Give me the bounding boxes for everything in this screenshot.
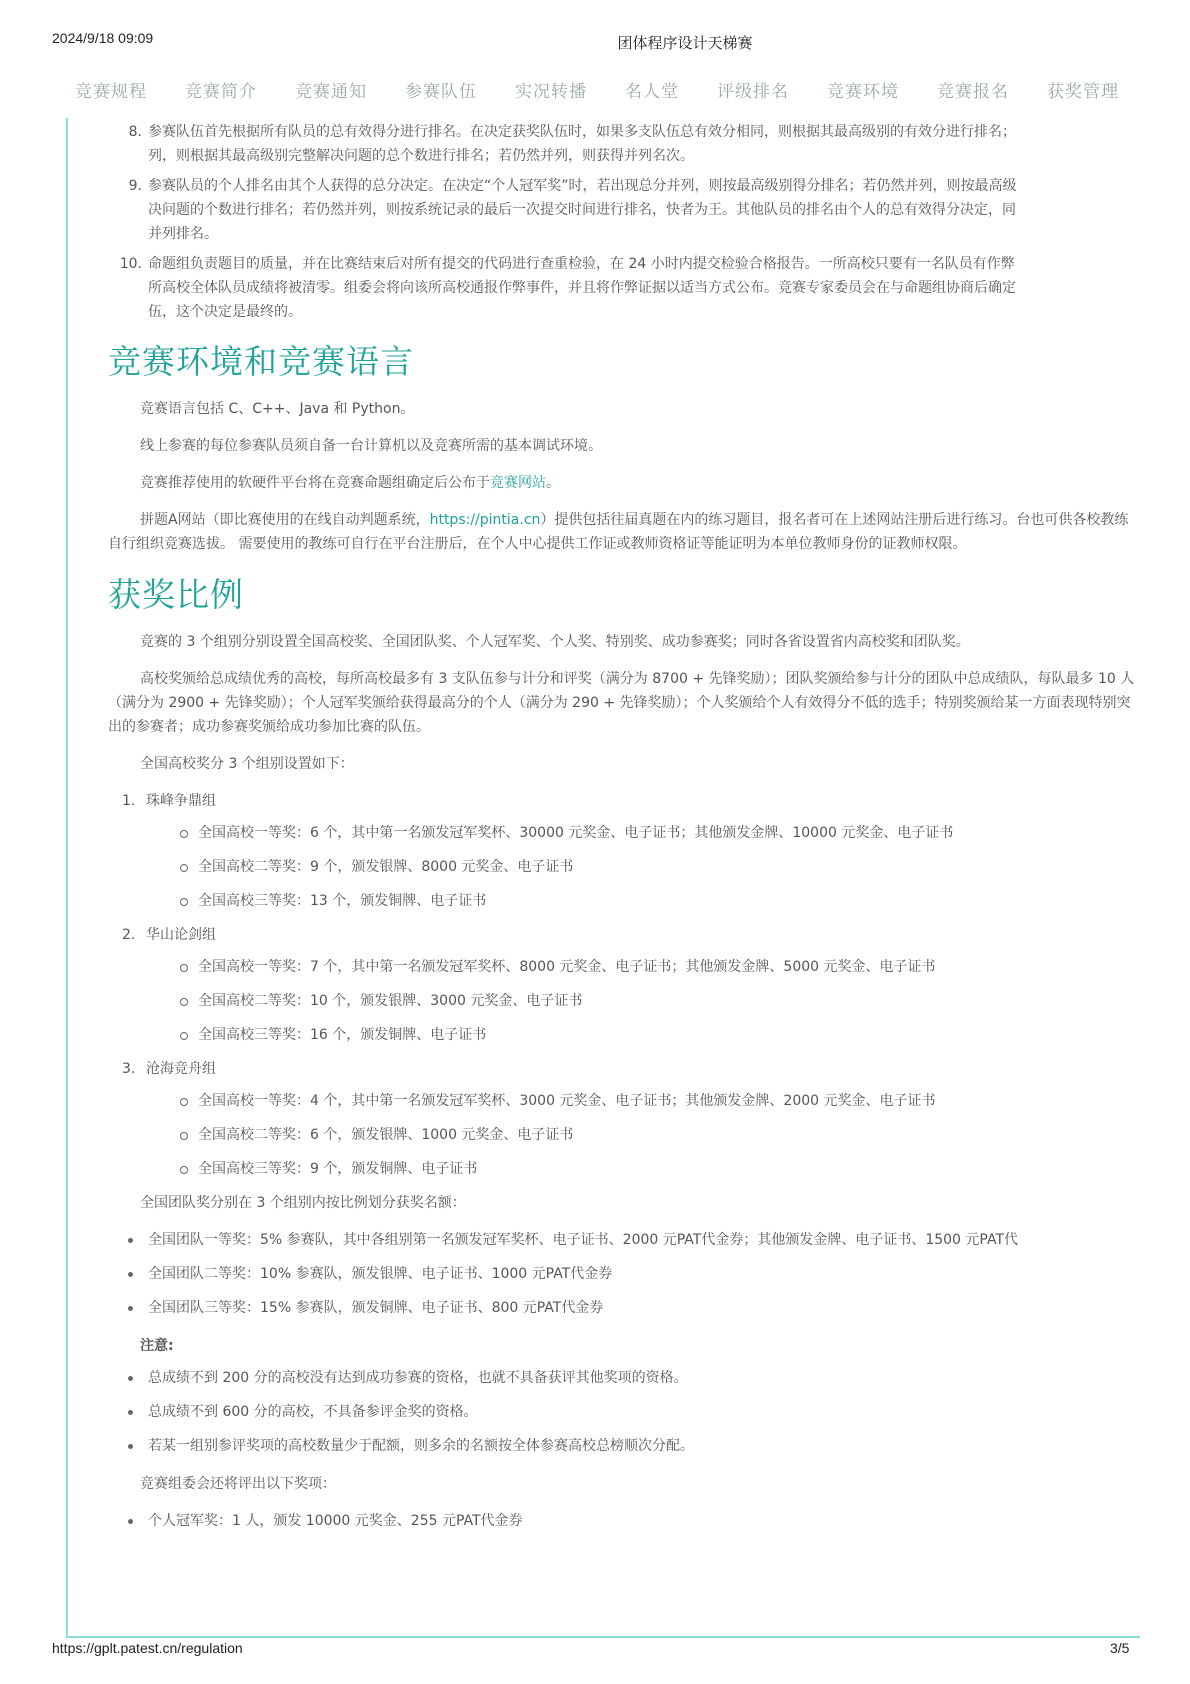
extra-award-intro: 竞赛组委会还将评出以下奖项： [140,1476,336,1492]
rule-line: 列，则根据其最高级别完整解决问题的总个数进行排名；若仍然并列，则获得并列名次。 [148,148,694,164]
award-paragraph-categories: 竞赛的 3 个组别分别设置全国高校奖、全国团队奖、个人冠军奖、个人奖、特别奖、成功参赛奖；同时各省设置省内高校奖和团队奖。 [140,634,970,650]
award-section-title: 获奖比例 [108,575,244,614]
award-group-items [146,1089,1140,1181]
rule-item [108,120,1140,168]
award-item: 全国高校三等奖：13 个，颁发铜牌、电子证书 [146,889,1140,913]
rule-item [108,252,1140,324]
award-paragraph-details: 高校奖颁给总成绩优秀的高校，每所高校最多有 3 支队伍参与计分和评奖（满分为 8700 + 先锋奖励）；团队奖颁给参与计分的团队中总成绩队，每队最多 10 人（满分为 2900 + 先锋奖励）；个人冠军奖颁给获得最高分的个人（满分为 290 + 先锋奖励）；个人奖颁给个人有效得分不低的选手；特别奖颁给某一方面表现特别突出的参赛者；成功参赛奖颁给成功参加比赛的队伍。 [108,671,1135,735]
award-item: 全国高校一等奖：7 个，其中第一名颁发冠军奖杯、8000 元奖金、电子证书；其他颁发金牌、5000 元奖金、电子证书 [146,955,1140,979]
env-paragraph-computer: 线上参赛的每位参赛队员须自备一台计算机以及竞赛所需的基本调试环境。 [140,438,602,454]
pintia-link[interactable]: https://pintia.cn [429,512,541,528]
content-body [108,118,1140,1547]
rule-number: 8. [128,124,142,140]
extra-award-list [108,1509,1140,1533]
award-item: 全国高校二等奖：9 个，颁发银牌、8000 元奖金、电子证书 [146,855,1140,879]
award-item: 全国高校一等奖：4 个，其中第一名颁发冠军奖杯、3000 元奖金、电子证书；其他颁发金牌、2000 元奖金、电子证书 [146,1089,1140,1113]
award-group-items [146,955,1140,1047]
env-paragraph-platform [108,471,1140,495]
env-paragraph-languages: 竞赛语言包括 C、C++、Java 和 Python。 [140,401,415,417]
award-group-name: 珠峰争鼎组 [146,793,216,809]
award-group-number: 2. [122,927,136,943]
top-nav [75,77,1157,102]
print-header-date: 2024/9/18 09:09 [52,30,154,46]
print-footer-page-number: 3/5 [1110,1640,1130,1656]
note-list [108,1366,1140,1458]
env-paragraph-pintia-rest: ）提供包括往届真题在内的练习题目，报名者可在上述网站注册后进行练习。台也可供各校教练自行组织竞赛选拔。 需要使用的教练可自行在平台注册后，在个人中心提供工作证或教师资格证等能证明为本单位教师身份的证教师权限。 [108,512,1129,552]
rule-line: 决问题的个数进行排名；若仍然并列，则按系统记录的最后一次提交时间进行排名，快者为王。其他队员的排名由个人的总有效得分决定，同 [148,202,1016,218]
rule-line: 伍，这个决定是最终的。 [148,304,302,320]
award-item: 全国高校一等奖：6 个，其中第一名颁发冠军奖杯、30000 元奖金、电子证书；其他颁发金牌、10000 元奖金、电子证书 [146,821,1140,845]
award-group-name: 沧海竞舟组 [146,1061,216,1077]
award-item: 全国高校二等奖：6 个，颁发银牌、1000 元奖金、电子证书 [146,1123,1140,1147]
nav-item-live[interactable]: 实况转播 [515,82,587,102]
print-footer-url: https://gplt.patest.cn/regulation [52,1640,243,1656]
note-label: 注意: [140,1338,174,1354]
nav-item-ranking[interactable]: 评级排名 [717,82,789,102]
nav-item-notice[interactable]: 竞赛通知 [295,82,367,102]
award-group [122,789,1140,913]
team-award-list [108,1228,1140,1320]
rules-list [108,120,1140,324]
team-award-item: 全国团队一等奖：5% 参赛队，其中各组别第一名颁发冠军奖杯、电子证书、2000 元PAT代金券；其他颁发金牌、电子证书、1500 元PAT代 [108,1228,1140,1252]
team-award-item: 全国团队三等奖：15% 参赛队，颁发铜牌、电子证书、800 元PAT代金券 [108,1296,1140,1320]
note-item: 总成绩不到 600 分的高校，不具备参评金奖的资格。 [108,1400,1140,1424]
nav-item-environment[interactable]: 竞赛环境 [827,82,899,102]
rule-line: 命题组负责题目的质量，并在比赛结束后对所有提交的代码进行查重检验，在 24 小时内提交检验合格报告。一所高校只要有一名队员有作弊 [148,256,1015,272]
award-paragraph-groups-intro: 全国高校奖分 3 个组别设置如下： [140,756,354,772]
env-paragraph-platform-text: 竞赛推荐使用的软硬件平台将在竞赛命题组确定后公布于 [140,475,490,491]
nav-item-regulation[interactable]: 竞赛规程 [75,82,147,102]
award-group-list [122,789,1140,1181]
nav-item-teams[interactable]: 参赛队伍 [405,82,477,102]
award-group [122,1057,1140,1181]
env-paragraph-platform-end: 。 [546,475,560,491]
env-paragraph-pintia [108,508,1138,556]
content-frame [66,118,1140,1638]
print-header-title: 团体程序设计天梯赛 [617,34,753,52]
award-group [122,923,1140,1047]
rule-line: 所高校全体队员成绩将被清零。组委会将向该所高校通报作弊事件，并且将作弊证据以适当方式公布。竞赛专家委员会在与命题组协商后确定 [148,280,1016,296]
award-group-number: 1. [122,793,136,809]
team-award-item: 全国团队二等奖：10% 参赛队，颁发银牌、电子证书、1000 元PAT代金券 [108,1262,1140,1286]
env-paragraph-pintia-text: 拼题A网站（即比赛使用的在线自动判题系统， [140,512,430,528]
award-group-name: 华山论剑组 [146,927,216,943]
nav-item-intro[interactable]: 竞赛简介 [185,82,257,102]
extra-award-item: 个人冠军奖：1 人，颁发 10000 元奖金、255 元PAT代金券 [108,1509,1140,1533]
rule-item [108,174,1140,246]
env-section-title: 竞赛环境和竞赛语言 [108,342,414,381]
contest-website-link[interactable]: 竞赛网站 [490,475,546,491]
nav-item-registration[interactable]: 竞赛报名 [937,82,1009,102]
team-award-intro: 全国团队奖分别在 3 个组别内按比例划分获奖名额： [140,1195,466,1211]
rule-number: 9. [128,178,142,194]
award-item: 全国高校三等奖：16 个，颁发铜牌、电子证书 [146,1023,1140,1047]
rule-line: 并列排名。 [148,226,218,242]
award-group-items [146,821,1140,913]
award-item: 全国高校三等奖：9 个，颁发铜牌、电子证书 [146,1157,1140,1181]
note-item: 总成绩不到 200 分的高校没有达到成功参赛的资格，也就不具备获评其他奖项的资格。 [108,1366,1140,1390]
nav-item-hall-of-fame[interactable]: 名人堂 [625,82,679,102]
rule-line: 参赛队员的个人排名由其个人获得的总分决定。在决定“个人冠军奖”时，若出现总分并列，则按最高级别得分排名；若仍然并列，则按最高级 [148,178,1017,194]
award-item: 全国高校二等奖：10 个，颁发银牌、3000 元奖金、电子证书 [146,989,1140,1013]
nav-item-awards[interactable]: 获奖管理 [1047,82,1119,102]
note-item: 若某一组别参评奖项的高校数量少于配额，则多余的名额按全体参赛高校总榜顺次分配。 [108,1434,1140,1458]
rule-number: 10. [119,256,142,272]
rule-line: 参赛队伍首先根据所有队员的总有效得分进行排名。在决定获奖队伍时，如果多支队伍总有效分相同，则根据其最高级别的有效分进行排名； [148,124,1016,140]
award-group-number: 3. [122,1061,136,1077]
